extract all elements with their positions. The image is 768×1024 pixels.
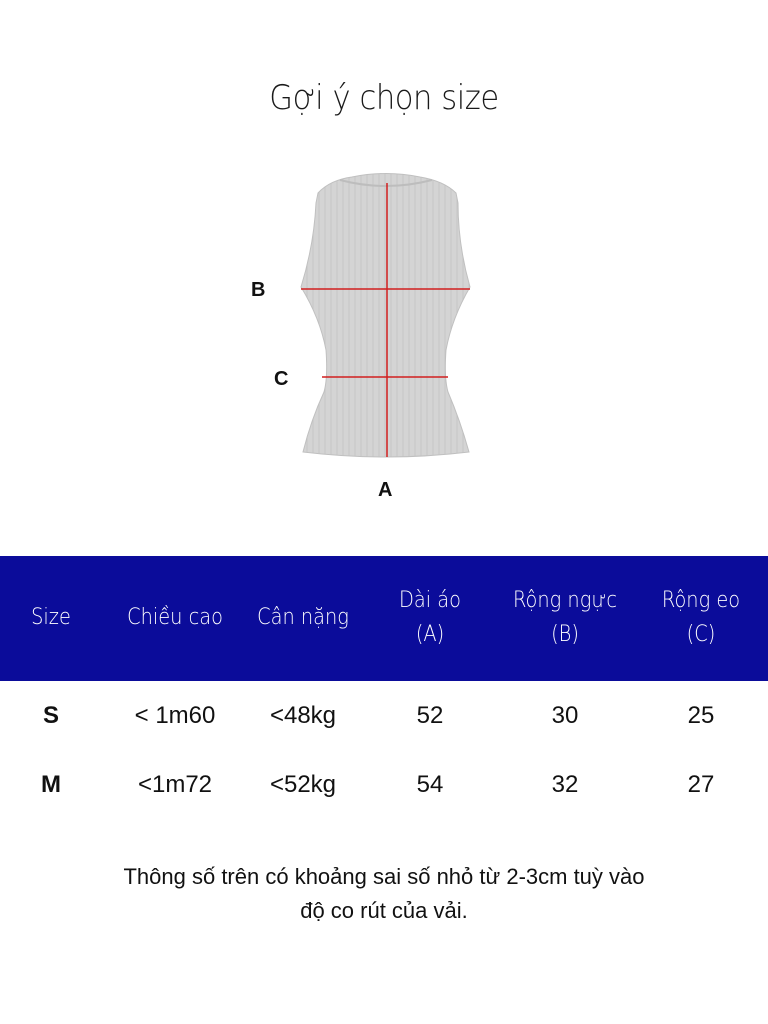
measurement-tolerance-note [0, 860, 768, 928]
cell-length: 54 [416, 771, 444, 798]
header-chest: Rộng ngực (B) [512, 588, 618, 647]
header-weight: Cân nặng [257, 605, 349, 630]
header-waist: Rộng eo (C) [661, 588, 741, 647]
cell-length: 52 [416, 702, 444, 729]
cell-size: S [42, 702, 59, 729]
cell-size: M [41, 771, 61, 798]
cell-waist: 27 [687, 771, 715, 798]
tank-top-illustration [301, 174, 470, 458]
label-c: C [274, 368, 289, 390]
cell-weight: <48kg [269, 702, 337, 729]
note-line-1: Thông số trên có khoảng sai số nhỏ từ 2-3cm tuỳ vào [123, 864, 645, 889]
size-table-header [0, 556, 768, 681]
header-height: Chiều cao [127, 605, 223, 630]
cell-height: < 1m60 [134, 702, 216, 729]
page-title: Gợi ý chọn size [269, 78, 499, 118]
label-a: A [378, 479, 393, 501]
cell-height: <1m72 [137, 771, 213, 798]
cell-chest: 32 [551, 771, 579, 798]
cell-chest: 30 [551, 702, 579, 729]
cell-weight: <52kg [269, 771, 337, 798]
label-b: B [251, 279, 266, 301]
header-size: Size [31, 605, 71, 630]
header-length: Dài áo (A) [398, 588, 462, 647]
cell-waist: 25 [687, 702, 715, 729]
note-line-2: độ co rút của vải. [300, 898, 468, 923]
